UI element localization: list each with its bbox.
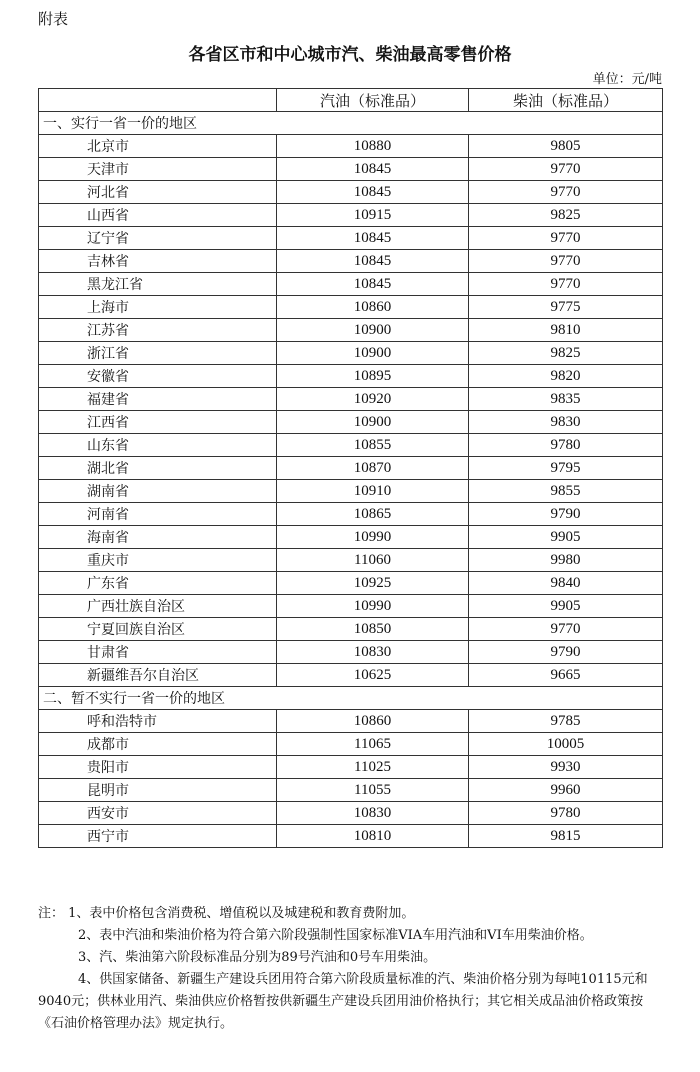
diesel-price-cell: 9835 <box>469 388 663 411</box>
diesel-price-cell: 10005 <box>469 733 663 756</box>
diesel-price-cell: 9770 <box>469 227 663 250</box>
table-row <box>39 204 663 227</box>
table-row <box>39 779 663 802</box>
region-cell: 上海市 <box>39 296 277 319</box>
region-cell: 宁夏回族自治区 <box>39 618 277 641</box>
section-row <box>39 112 663 135</box>
region-cell: 浙江省 <box>39 342 277 365</box>
gasoline-price-cell: 10990 <box>277 595 469 618</box>
region-cell: 广西壮族自治区 <box>39 595 277 618</box>
gasoline-price-cell: 10625 <box>277 664 469 687</box>
region-cell: 湖北省 <box>39 457 277 480</box>
gasoline-price-cell: 11065 <box>277 733 469 756</box>
region-cell: 昆明市 <box>39 779 277 802</box>
table-row <box>39 319 663 342</box>
gasoline-price-cell: 10915 <box>277 204 469 227</box>
page-title: 各省区市和中心城市汽、柴油最高零售价格 <box>188 45 512 65</box>
diesel-price-cell: 9770 <box>469 250 663 273</box>
gasoline-price-cell: 10845 <box>277 250 469 273</box>
diesel-price-cell: 9905 <box>469 595 663 618</box>
table-body <box>39 112 663 848</box>
gasoline-price-cell: 10920 <box>277 388 469 411</box>
region-cell: 西安市 <box>39 802 277 825</box>
table-row <box>39 227 663 250</box>
gasoline-price-cell: 10845 <box>277 273 469 296</box>
gasoline-price-cell: 10870 <box>277 457 469 480</box>
table-row <box>39 388 663 411</box>
diesel-price-cell: 9770 <box>469 181 663 204</box>
gasoline-price-cell: 10830 <box>277 641 469 664</box>
region-cell: 吉林省 <box>39 250 277 273</box>
table-row <box>39 664 663 687</box>
region-cell: 福建省 <box>39 388 277 411</box>
table-row <box>39 411 663 434</box>
header-gasoline: 汽油（标准品） <box>277 89 469 112</box>
diesel-price-cell: 9840 <box>469 572 663 595</box>
region-cell: 河北省 <box>39 181 277 204</box>
table-row <box>39 802 663 825</box>
diesel-price-cell: 9905 <box>469 526 663 549</box>
table-row <box>39 825 663 848</box>
region-cell: 呼和浩特市 <box>39 710 277 733</box>
region-cell: 湖南省 <box>39 480 277 503</box>
table-row <box>39 756 663 779</box>
region-cell: 山东省 <box>39 434 277 457</box>
region-cell: 江西省 <box>39 411 277 434</box>
gasoline-price-cell: 10860 <box>277 710 469 733</box>
table-row <box>39 296 663 319</box>
note-2: 2、表中汽油和柴油价格为符合第六阶段强制性国家标准VIA车用汽油和VI车用柴油价格。 <box>78 928 593 943</box>
region-cell: 重庆市 <box>39 549 277 572</box>
gasoline-price-cell: 10880 <box>277 135 469 158</box>
table-header-row <box>39 89 663 112</box>
region-cell: 辽宁省 <box>39 227 277 250</box>
table-row <box>39 618 663 641</box>
gasoline-price-cell: 10830 <box>277 802 469 825</box>
table-row <box>39 503 663 526</box>
header-region <box>39 89 277 112</box>
table-row <box>39 273 663 296</box>
diesel-price-cell: 9805 <box>469 135 663 158</box>
table-row <box>39 434 663 457</box>
appendix-label: 附表 <box>38 10 69 28</box>
note-1: 注： 1、表中价格包含消费税、增值税以及城建税和教育费附加。 <box>38 906 415 921</box>
table-row <box>39 595 663 618</box>
table-row <box>39 526 663 549</box>
section-title: 一、实行一省一价的地区 <box>39 112 663 135</box>
table-row <box>39 641 663 664</box>
diesel-price-cell: 9830 <box>469 411 663 434</box>
diesel-price-cell: 9820 <box>469 365 663 388</box>
table-row <box>39 135 663 158</box>
gasoline-price-cell: 10925 <box>277 572 469 595</box>
diesel-price-cell: 9810 <box>469 319 663 342</box>
gasoline-price-cell: 10860 <box>277 296 469 319</box>
diesel-price-cell: 9790 <box>469 641 663 664</box>
diesel-price-cell: 9775 <box>469 296 663 319</box>
region-cell: 新疆维吾尔自治区 <box>39 664 277 687</box>
gasoline-price-cell: 10900 <box>277 319 469 342</box>
region-cell: 贵阳市 <box>39 756 277 779</box>
diesel-price-cell: 9825 <box>469 204 663 227</box>
diesel-price-cell: 9855 <box>469 480 663 503</box>
region-cell: 江苏省 <box>39 319 277 342</box>
gasoline-price-cell: 10850 <box>277 618 469 641</box>
diesel-price-cell: 9665 <box>469 664 663 687</box>
region-cell: 广东省 <box>39 572 277 595</box>
table-row <box>39 457 663 480</box>
note-3: 3、汽、柴油第六阶段标准品分别为89号汽油和0号车用柴油。 <box>78 950 437 965</box>
gasoline-price-cell: 10845 <box>277 181 469 204</box>
gasoline-price-cell: 10845 <box>277 158 469 181</box>
gasoline-price-cell: 10810 <box>277 825 469 848</box>
table-row <box>39 733 663 756</box>
diesel-price-cell: 9770 <box>469 158 663 181</box>
table-row <box>39 181 663 204</box>
gasoline-price-cell: 11025 <box>277 756 469 779</box>
region-cell: 安徽省 <box>39 365 277 388</box>
gasoline-price-cell: 10900 <box>277 342 469 365</box>
table-row <box>39 250 663 273</box>
diesel-price-cell: 9980 <box>469 549 663 572</box>
region-cell: 黑龙江省 <box>39 273 277 296</box>
table-row <box>39 158 663 181</box>
diesel-price-cell: 9960 <box>469 779 663 802</box>
region-cell: 成都市 <box>39 733 277 756</box>
gasoline-price-cell: 10895 <box>277 365 469 388</box>
gasoline-price-cell: 10900 <box>277 411 469 434</box>
diesel-price-cell: 9930 <box>469 756 663 779</box>
gasoline-price-cell: 11055 <box>277 779 469 802</box>
region-cell: 河南省 <box>39 503 277 526</box>
table-row <box>39 710 663 733</box>
price-table <box>38 88 663 848</box>
gasoline-price-cell: 10990 <box>277 526 469 549</box>
region-cell: 西宁市 <box>39 825 277 848</box>
region-cell: 天津市 <box>39 158 277 181</box>
diesel-price-cell: 9795 <box>469 457 663 480</box>
gasoline-price-cell: 10845 <box>277 227 469 250</box>
table-row <box>39 572 663 595</box>
diesel-price-cell: 9770 <box>469 273 663 296</box>
table-row <box>39 549 663 572</box>
gasoline-price-cell: 10910 <box>277 480 469 503</box>
gasoline-price-cell: 10855 <box>277 434 469 457</box>
table-row <box>39 480 663 503</box>
gasoline-price-cell: 11060 <box>277 549 469 572</box>
diesel-price-cell: 9780 <box>469 434 663 457</box>
region-cell: 山西省 <box>39 204 277 227</box>
section-row <box>39 687 663 710</box>
section-title: 二、暂不实行一省一价的地区 <box>39 687 663 710</box>
notes <box>38 903 664 1035</box>
diesel-price-cell: 9825 <box>469 342 663 365</box>
region-cell: 北京市 <box>39 135 277 158</box>
diesel-price-cell: 9790 <box>469 503 663 526</box>
diesel-price-cell: 9785 <box>469 710 663 733</box>
gasoline-price-cell: 10865 <box>277 503 469 526</box>
diesel-price-cell: 9780 <box>469 802 663 825</box>
header-diesel: 柴油（标准品） <box>469 89 663 112</box>
unit-label: 单位：元/吨 <box>592 72 662 87</box>
table-row <box>39 365 663 388</box>
diesel-price-cell: 9815 <box>469 825 663 848</box>
region-cell: 海南省 <box>39 526 277 549</box>
note-4: 4、供国家储备、新疆生产建设兵团用符合第六阶段质量标准的汽、柴油价格分别为每吨10115元和9040元；供林业用汽、柴油供应价格暂按供新疆生产建设兵团用油价格执行；其它相关成品油价格政策按《石油价格管理办法》规定执行。 <box>38 972 648 1031</box>
region-cell: 甘肃省 <box>39 641 277 664</box>
table-row <box>39 342 663 365</box>
diesel-price-cell: 9770 <box>469 618 663 641</box>
